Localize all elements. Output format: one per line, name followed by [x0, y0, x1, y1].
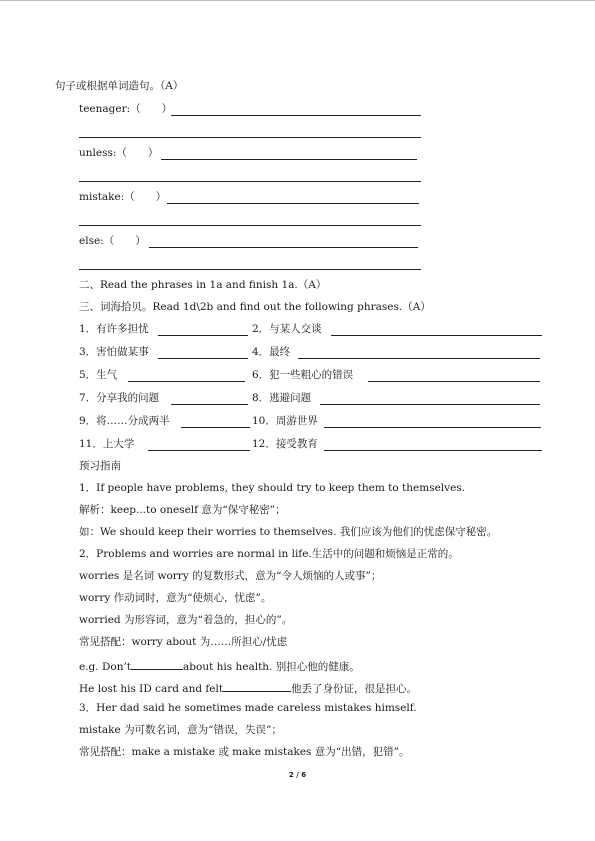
word-item-unless: unless:（ ） [79, 147, 159, 159]
answer-line[interactable] [79, 225, 421, 226]
guide-collocation: 常见搭配：make a mistake 或 make mistakes 意为“出错，犯错”。 [79, 746, 410, 758]
guide-analysis: 解析：keep...to oneself 意为“保守秘密”； [79, 504, 286, 516]
phrase-blank[interactable] [158, 335, 248, 336]
phrase-blank[interactable] [324, 450, 542, 451]
fill-blank[interactable] [223, 680, 291, 692]
phrase-item: 12．接受教育 [252, 438, 318, 450]
exercise-text: 他丢了身份证，很是担心。 [291, 683, 418, 695]
answer-line[interactable] [79, 181, 421, 182]
fill-blank[interactable] [131, 658, 183, 670]
guide-title: 预习指南 [79, 460, 121, 472]
phrase-blank[interactable] [331, 335, 542, 336]
phrase-item: 3．害怕做某事 [79, 346, 149, 358]
phrase-item: 11．上大学 [79, 438, 135, 450]
section-3-heading: 三、词海拾贝。Read 1d\2b and find out the following phrases.（A） [79, 301, 431, 313]
phrase-item: 1．有许多担忧 [79, 323, 149, 335]
word-item-teenager: teenager:（ ） [79, 103, 173, 115]
answer-line[interactable] [79, 269, 421, 270]
phrase-blank[interactable] [148, 450, 250, 451]
word-item-else: else:（ ） [79, 235, 146, 247]
guide-note: worries 是名词 worry 的复数形式，意为“令人烦恼的人或事”； [79, 570, 382, 582]
phrase-blank[interactable] [320, 404, 540, 405]
answer-line[interactable] [149, 247, 418, 248]
answer-line[interactable] [171, 115, 421, 116]
phrase-blank[interactable] [181, 427, 250, 428]
guide-exercise-1 [79, 658, 360, 674]
guide-note: worry 作动词时，意为“使烦心，忧虑”。 [79, 592, 272, 604]
answer-line[interactable] [161, 159, 417, 160]
page-number: 2 / 6 [288, 771, 307, 779]
guide-example: 如：We should keep their worries to themselves. 我们应该为他们的忧虑保守秘密。 [79, 526, 498, 538]
section-2-heading: 二、Read the phrases in 1a and finish 1a.（A） [79, 279, 327, 291]
phrase-item: 10．周游世界 [252, 415, 318, 427]
guide-note: worried 为形容词，意为“着急的，担心的”。 [79, 614, 293, 626]
guide-note: mistake 为可数名词，意为“错误，失误”； [79, 724, 282, 736]
phrase-item: 7．分享我的问题 [79, 392, 160, 404]
header-instruction: 句子或根据单词造句。（A） [55, 80, 184, 92]
phrase-item: 2．与某人交谈 [252, 323, 322, 335]
phrase-blank[interactable] [324, 427, 541, 428]
exercise-text: about his health. 别担心他的健康。 [183, 661, 360, 673]
page-top-border [0, 0, 595, 1]
guide-collocation: 常见搭配：worry about 为……所担心/忧虑 [79, 636, 288, 648]
answer-line[interactable] [79, 137, 421, 138]
phrase-item: 6．犯一些粗心的错误 [252, 369, 354, 381]
phrase-blank[interactable] [298, 358, 540, 359]
guide-sentence-3: 3．Her dad said he sometimes made careless mistakes himself. [79, 702, 417, 714]
guide-sentence-1: 1．If people have problems, they should try to keep them to themselves. [79, 482, 466, 494]
exercise-text: He lost his ID card and felt [79, 683, 224, 695]
exercise-text: e.g. Don’t [79, 661, 132, 673]
phrase-blank[interactable] [128, 381, 245, 382]
phrase-blank[interactable] [158, 358, 248, 359]
guide-exercise-2 [79, 680, 417, 696]
guide-sentence-2: 2．Problems and worries are normal in life.生活中的问题和烦恼是正常的。 [79, 548, 459, 560]
phrase-item: 5．生气 [79, 369, 118, 381]
phrase-item: 4．最终 [252, 346, 291, 358]
phrase-item: 9．将……分成两半 [79, 415, 170, 427]
phrase-blank[interactable] [171, 404, 248, 405]
word-item-mistake: mistake:（ ） [79, 191, 167, 203]
phrase-blank[interactable] [368, 381, 540, 382]
phrase-item: 8．逃避问题 [252, 392, 312, 404]
answer-line[interactable] [167, 203, 419, 204]
